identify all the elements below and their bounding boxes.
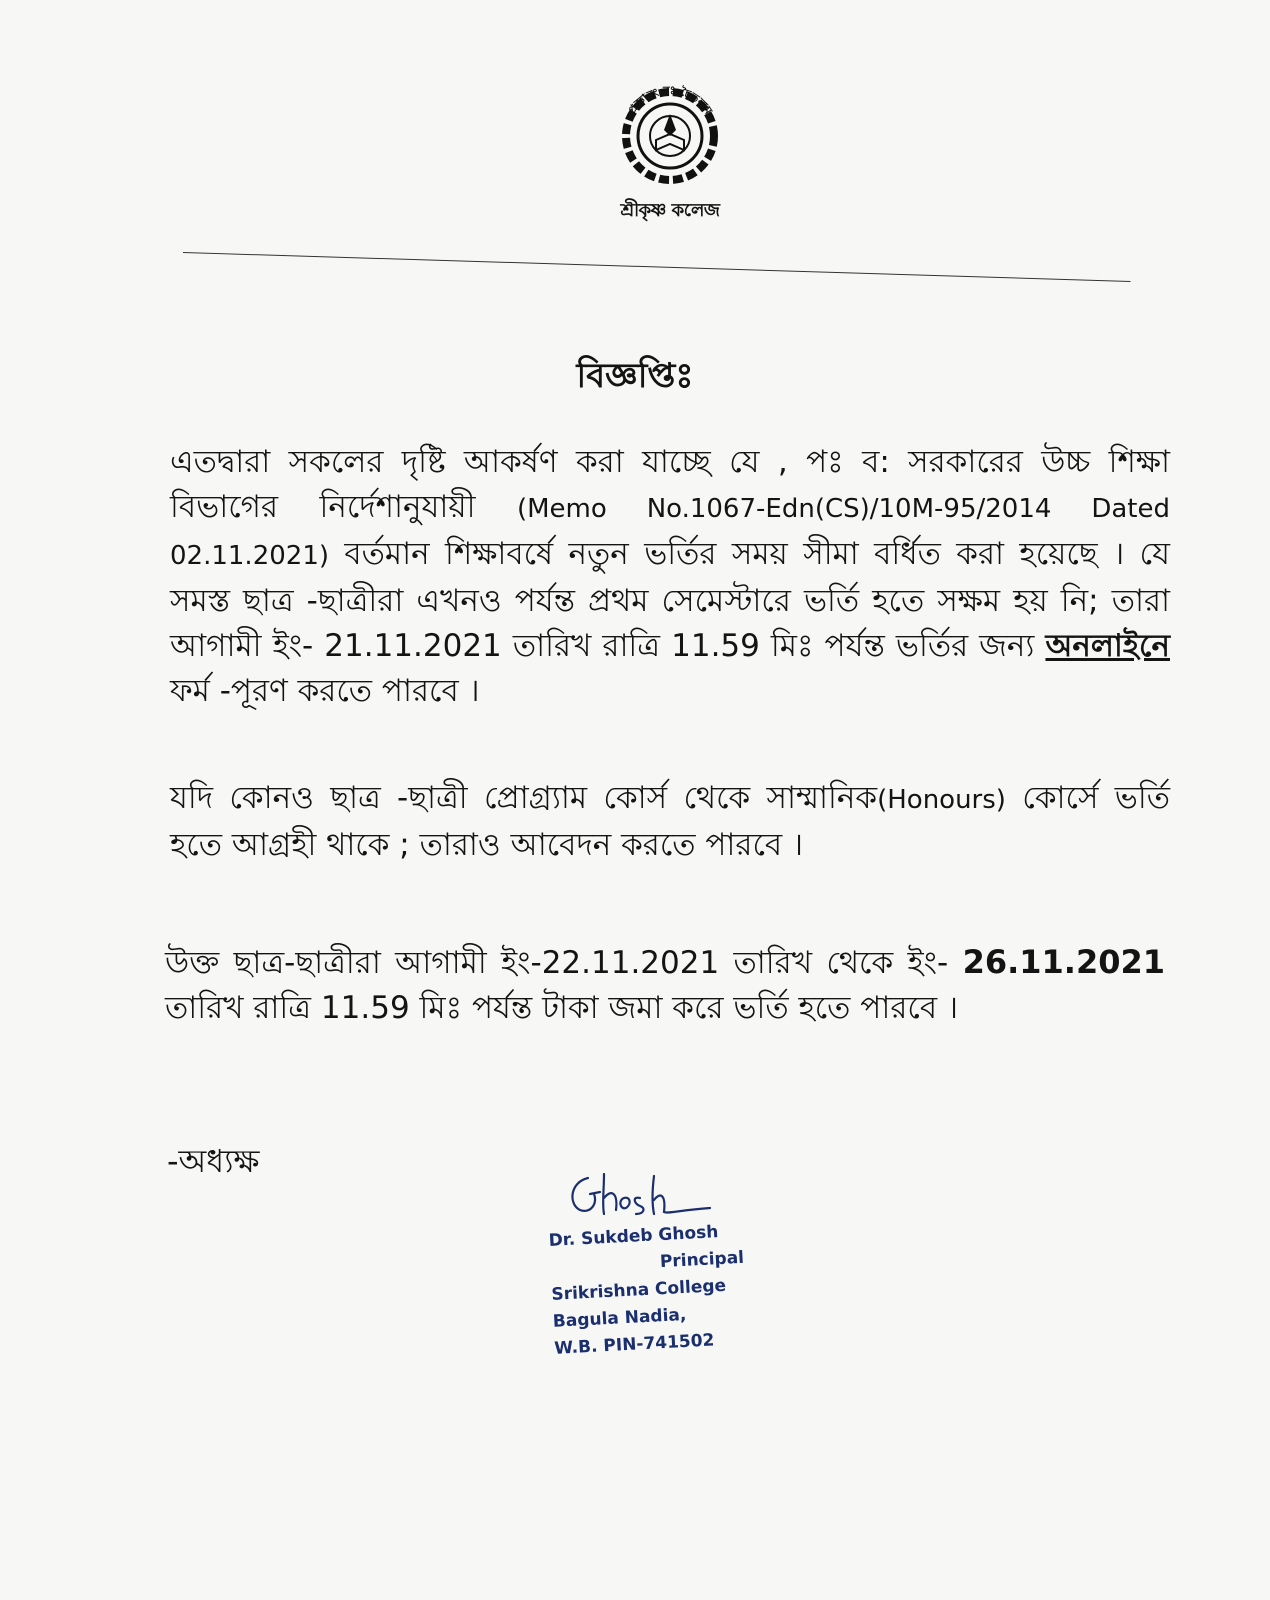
para1-text-c: ফর্ম -পূরণ করতে পারবে । bbox=[170, 673, 480, 709]
principal-stamp bbox=[548, 1218, 749, 1363]
memo-reference: (Memo No.1067-Edn(CS)/10M-95/2014 Dated 02.11.2021) bbox=[170, 494, 1170, 571]
college-logo bbox=[604, 74, 736, 234]
closing-principal: -অধ্যক্ষ bbox=[167, 1142, 260, 1180]
stamp-address-1: Bagula Nadia, bbox=[552, 1304, 687, 1332]
para1-text-a: এতদ্বারা সকলের দৃষ্টি আকর্ষণ করা যাচ্ছে যে , পঃ ব: সরকারের উচ্চ শিক্ষা বিভাগের নির্দেশানুযায়ী bbox=[170, 444, 1170, 525]
stamp-address-2: W.B. PIN-741502 bbox=[553, 1330, 715, 1359]
svg-text:প্রজ্ঞানং নঃ চৈতন্যম bbox=[625, 84, 715, 117]
para2-text-b: কোর্সে ভর্তি হতে আগ্রহী থাকে ; তারাও আবেদন করতে পারবে । bbox=[170, 780, 1170, 863]
logo-caption: শ্রীকৃষ্ণ কলেজ bbox=[620, 200, 720, 221]
para3-text-a: উক্ত ছাত্র-ছাত্রীরা আগামী ইং-22.11.2021 তারিখ থেকে ইং- bbox=[165, 945, 963, 981]
honours-label: (Honours) bbox=[877, 785, 1006, 815]
stamp-name: Dr. Sukdeb Ghosh bbox=[548, 1222, 719, 1251]
notice-title: বিজ্ঞপ্তিঃ bbox=[576, 356, 694, 396]
para3-text-b: তারিখ রাত্রি 11.59 মিঃ পর্যন্ত টাকা জমা করে ভর্তি হতে পারবে । bbox=[165, 990, 959, 1026]
online-emphasis: অনলাইনে bbox=[1045, 628, 1170, 664]
stamp-college: Srikrishna College bbox=[550, 1275, 727, 1305]
notice-paragraph-3 bbox=[165, 940, 1165, 1031]
para1-text-b: বর্তমান শিক্ষাবর্ষে নতুন ভর্তির সময় সীমা বর্ধিত করা হয়েছে । যে সমস্ত ছাত্র -ছাত্রীরা এখনও পর্যন্ত প্রথম সেমেস্টারে ভর্তি হতে সক্ষম হয় নি; তারা আগামী ইং- 21.11.2021 তারিখ রাত্রি 11.59 মিঃ পর্যন্ত ভর্তির জন্য bbox=[170, 536, 1170, 664]
notice-paragraph-2 bbox=[170, 776, 1170, 868]
college-seal-icon bbox=[604, 74, 736, 194]
para2-text-a: যদি কোনও ছাত্র -ছাত্রী প্রোগ্র্যাম কোর্স থেকে সাম্মানিক bbox=[170, 780, 878, 816]
payment-deadline-date: 26.11.2021 bbox=[962, 943, 1165, 981]
stamp-designation: Principal bbox=[659, 1247, 745, 1273]
notice-paragraph-1 bbox=[170, 440, 1170, 714]
logo-arc-text: প্রজ্ঞানং নঃ চৈতন্যম bbox=[625, 83, 715, 117]
header-divider bbox=[183, 252, 1131, 282]
